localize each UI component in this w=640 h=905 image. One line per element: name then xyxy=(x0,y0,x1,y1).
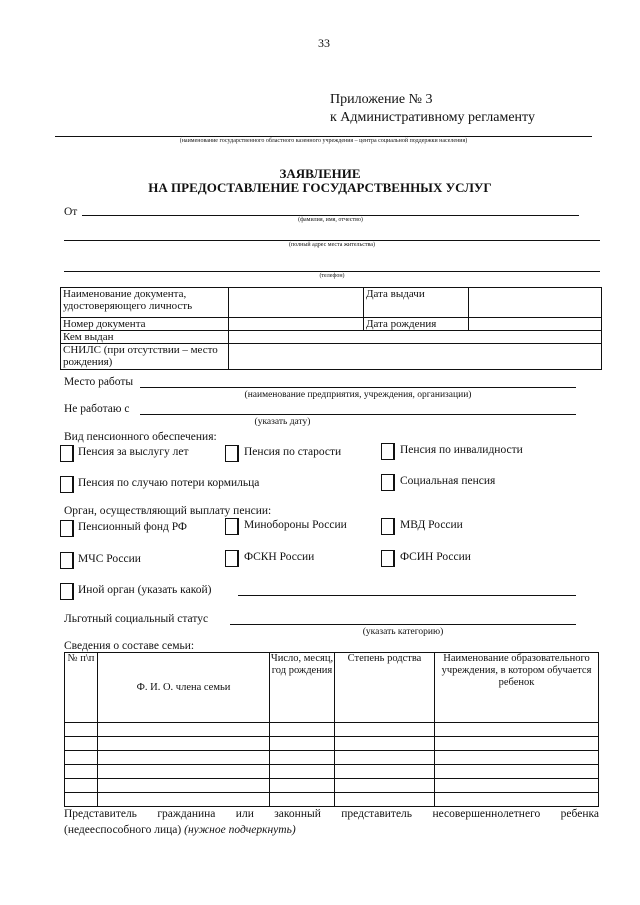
option-disability-pension: Пенсия по инвалидности xyxy=(400,444,523,456)
family-table xyxy=(64,652,599,807)
table-row[interactable] xyxy=(65,751,599,765)
checkbox-mvd[interactable] xyxy=(381,518,395,535)
checkbox-pension-fund[interactable] xyxy=(60,520,74,537)
workplace-label: Место работы xyxy=(64,376,134,388)
checkbox-mchs[interactable] xyxy=(60,552,74,569)
institution-caption: (наименование государственного областного казенного учреждения – центра социальной поддержки населения) xyxy=(179,138,468,144)
name-field[interactable] xyxy=(82,215,579,216)
table-row[interactable] xyxy=(65,723,599,737)
checkbox-old-age-pension[interactable] xyxy=(225,445,239,462)
option-social-pension: Социальная пенсия xyxy=(400,475,496,487)
pension-type-heading: Вид пенсионного обеспечения: xyxy=(64,431,217,443)
option-other-body: Иной орган (указать какой) xyxy=(78,584,212,596)
phone-caption: (телефон) xyxy=(319,273,345,279)
address-field[interactable] xyxy=(64,240,600,241)
doc-name-label: Наименование документа, удостоверяющего личность xyxy=(61,288,229,318)
checkbox-seniority-pension[interactable] xyxy=(60,445,74,462)
date-caption: (указать дату) xyxy=(254,417,311,427)
workplace-caption: (наименование предприятия, учреждения, организации) xyxy=(244,390,472,400)
appendix-line1: Приложение № 3 xyxy=(330,92,433,107)
option-old-age-pension: Пенсия по старости xyxy=(244,446,342,458)
page-number: 33 xyxy=(318,36,330,50)
appendix-line2: к Административному регламенту xyxy=(330,110,535,125)
col-birth-date: Число, месяц, год рождения xyxy=(270,653,335,723)
checkbox-fskn[interactable] xyxy=(225,550,239,567)
option-fsin: ФСИН России xyxy=(400,551,471,563)
table-row[interactable] xyxy=(65,737,599,751)
col-relationship: Степень родства xyxy=(335,653,435,723)
form-title-line1: ЗАЯВЛЕНИЕ xyxy=(279,166,361,181)
not-working-date-field[interactable] xyxy=(140,414,576,415)
issue-date-value[interactable] xyxy=(469,288,602,318)
issued-by-label: Кем выдан xyxy=(61,331,229,344)
phone-field[interactable] xyxy=(64,271,600,272)
birth-date-value[interactable] xyxy=(469,318,602,331)
doc-name-value[interactable] xyxy=(229,288,364,318)
option-mvd: МВД России xyxy=(400,519,463,531)
option-survivor-pension: Пенсия по случаю потери кормильца xyxy=(78,477,260,489)
institution-line[interactable] xyxy=(55,136,592,137)
table-row[interactable] xyxy=(65,765,599,779)
issue-date-label: Дата выдачи xyxy=(364,288,469,318)
footer-line2 xyxy=(64,824,296,836)
other-body-field[interactable] xyxy=(238,595,576,596)
snils-label: СНИЛС (при отсутствии – место рождения) xyxy=(61,344,229,370)
option-mchs: МЧС России xyxy=(78,553,141,565)
snils-value[interactable] xyxy=(229,344,602,370)
workplace-field[interactable] xyxy=(140,387,576,388)
from-label: От xyxy=(64,206,78,218)
option-pension-fund: Пенсионный фонд РФ xyxy=(78,521,188,533)
checkbox-fsin[interactable] xyxy=(381,550,395,567)
issued-by-value[interactable] xyxy=(229,331,602,344)
table-row[interactable] xyxy=(65,793,599,807)
form-title-line2: НА ПРЕДОСТАВЛЕНИЕ ГОСУДАРСТВЕННЫХ УСЛУГ xyxy=(148,180,492,195)
checkbox-defense-ministry[interactable] xyxy=(225,518,239,535)
pension-payer-heading: Орган, осуществляющий выплату пенсии: xyxy=(64,505,272,517)
id-document-table xyxy=(60,287,602,370)
social-status-field[interactable] xyxy=(230,624,576,625)
birth-date-label: Дата рождения xyxy=(364,318,469,331)
checkbox-other-body[interactable] xyxy=(60,583,74,600)
checkbox-survivor-pension[interactable] xyxy=(60,476,74,493)
footer-line2-italic: (нужное подчеркнуть) xyxy=(184,824,296,836)
col-number: № п\п xyxy=(65,653,98,723)
social-status-label: Льготный социальный статус xyxy=(64,613,209,625)
social-status-caption: (указать категорию) xyxy=(362,627,444,637)
doc-number-value[interactable] xyxy=(229,318,364,331)
doc-number-label: Номер документа xyxy=(61,318,229,331)
checkbox-disability-pension[interactable] xyxy=(381,443,395,460)
col-school: Наименование образовательного учреждения, в котором обучается ребенок xyxy=(435,653,599,723)
col-full-name: Ф. И. О. члена семьи xyxy=(98,653,270,723)
address-caption: (полный адрес места жительства) xyxy=(289,242,375,248)
footer-line1: Представитель гражданина или законный представитель несовершеннолетнего ребенка xyxy=(64,808,599,820)
footer-line2-plain: (недееспособного лица) xyxy=(64,824,182,836)
option-seniority-pension: Пенсия за выслугу лет xyxy=(78,446,189,458)
family-heading: Сведения о составе семьи: xyxy=(64,640,195,652)
not-working-label: Не работаю с xyxy=(64,403,130,415)
name-caption: (фамилия, имя, отчество) xyxy=(298,217,363,223)
checkbox-social-pension[interactable] xyxy=(381,474,395,491)
option-defense-ministry: Минобороны России xyxy=(244,519,347,531)
option-fskn: ФСКН России xyxy=(244,551,315,563)
table-row[interactable] xyxy=(65,779,599,793)
